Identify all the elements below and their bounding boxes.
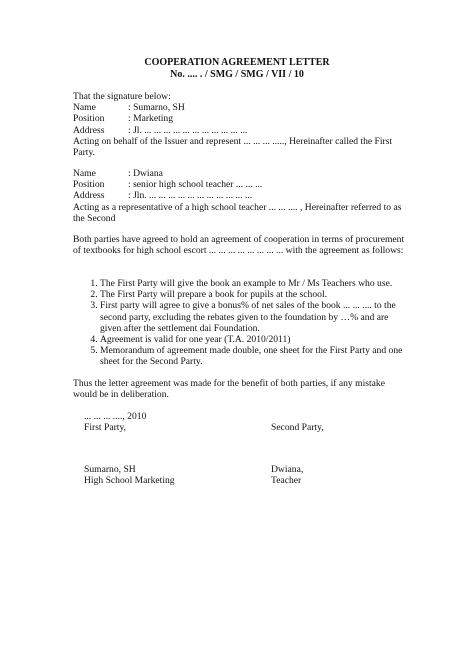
term-item: 1. The First Party will give the book an example to Mr / Ms Teachers who use. [100,278,409,289]
agreement-paragraph: Both parties have agreed to hold an agreement of cooperation in terms of procurement of textbooks for high school escort ... ... ... ... ... ... ... ... with the agreement as follows: [73,234,405,257]
second-party-address-row [73,190,409,201]
term-item: 4. Agreement is valid for one year (T.A. 2010/2011) [100,334,409,345]
first-party-name-row [73,102,409,113]
closing-section [73,378,409,400]
position-value: : Marketing [128,113,174,125]
second-party-signer-name: Dwiana, [271,464,304,475]
second-party-position-row [73,179,409,190]
term-item: 5. Memorandum of agreement made double, one sheet for the First Party and one sheet for the Second Party. [100,345,409,367]
position-value: : senior high school teacher ... ... ... [128,179,263,191]
second-party-signer-title: Teacher [271,475,302,486]
name-value: : Sumarno, SH [128,102,185,114]
position-label: Position [73,179,105,191]
address-value: : Jln. ... ... ... ... ... ... ... ... ... ... ... [128,190,253,202]
name-label: Name [73,168,96,179]
second-party-name-row [73,168,409,179]
agreement-section [73,234,409,256]
term-item: 3. First party will agree to give a bonus% of net sales of the book ... ... .... to the second party, excluding the rebates given to the foundation by …% and are given after the settlement dai Foundation. [100,300,409,334]
first-party-heading: First Party, [84,422,127,433]
second-party-section [73,168,409,224]
second-party-heading: Second Party, [271,422,324,433]
name-label: Name [73,102,96,114]
date-line: ... ... ... ...., 2010 [84,411,147,422]
first-party-signer-name: Sumarno, SH [84,464,136,475]
first-party-signer-title: High School Marketing [84,475,175,486]
address-value: : Jl. ... ... ... ... ... ... ... ... ... ... ... [128,124,248,136]
address-label: Address [73,124,105,136]
intro-line: That the signature below: [73,91,171,102]
first-party-position-row [73,113,409,124]
second-party-acting: Acting as a representative of a high school teacher ... ... .... , Hereinafter referred to as the Second [73,201,402,224]
terms-list [73,278,409,368]
terms-section [73,278,409,368]
name-value: : Dwiana [128,168,163,179]
position-label: Position [73,113,105,125]
first-party-acting: Acting on behalf of the Issuer and represent ... ... ... ....., Hereinafter called the First Party. [73,135,393,158]
first-party-address-row [73,125,409,136]
document-title: COOPERATION AGREEMENT LETTER [144,57,330,68]
document-number: No. .... . / SMG / SMG / VII / 10 [170,69,304,80]
term-item: 2. The First Party will prepare a book for pupils at the school. [100,289,409,300]
address-label: Address [73,190,105,202]
closing-paragraph: Thus the letter agreement was made for the benefit of both parties, if any mistake would be in deliberation. [73,378,385,401]
first-party-section [73,91,409,158]
